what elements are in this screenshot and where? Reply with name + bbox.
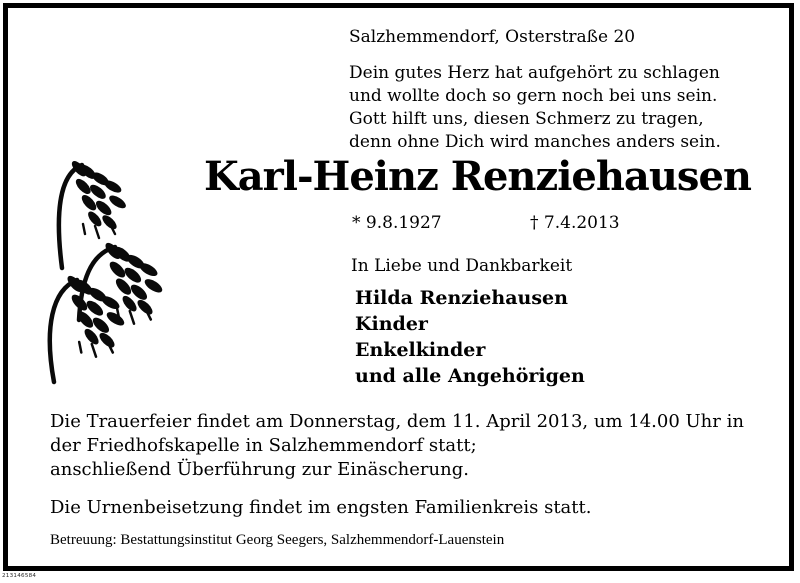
notice-id: 213146584 [2, 572, 37, 579]
address-line: Salzhemmendorf, Osterstraße 20 [349, 27, 636, 47]
funeral-info-line: Die Trauerfeier findet am Donnerstag, dem 11. April 2013, um 14.00 Uhr in [50, 411, 744, 432]
mourner-name: Enkelkinder [355, 339, 486, 361]
funeral-info-line: anschließend Überführung zur Einäscherung. [50, 459, 469, 480]
death-date: † 7.4.2013 [530, 213, 620, 233]
memorial-verse [349, 62, 721, 154]
funeral-home-info: Betreuung: Bestattungsinstitut Georg Seegers, Salzhemmendorf-Lauenstein [50, 532, 505, 548]
deceased-name: Karl-Heinz Renziehausen [204, 153, 751, 200]
funeral-info [50, 410, 744, 482]
closing-line: In Liebe und Dankbarkeit [351, 256, 573, 276]
mourners-list [355, 285, 585, 389]
mourner-name: Kinder [355, 313, 428, 335]
urn-burial-info: Die Urnenbeisetzung findet im engsten Familienkreis statt. [50, 497, 592, 518]
mourner-name: Hilda Renziehausen [355, 287, 568, 309]
memorial-verse-line: denn ohne Dich wird manches anders sein. [349, 132, 721, 152]
birth-date: * 9.8.1927 [352, 213, 442, 233]
mourner-name: und alle Angehörigen [355, 365, 585, 387]
memorial-verse-line: und wollte doch so gern noch bei uns sein. [349, 86, 718, 106]
memorial-verse-line: Dein gutes Herz hat aufgehört zu schlagen [349, 63, 720, 83]
memorial-verse-line: Gott hilft uns, diesen Schmerz zu tragen, [349, 109, 704, 129]
funeral-info-line: der Friedhofskapelle in Salzhemmendorf statt; [50, 435, 477, 456]
